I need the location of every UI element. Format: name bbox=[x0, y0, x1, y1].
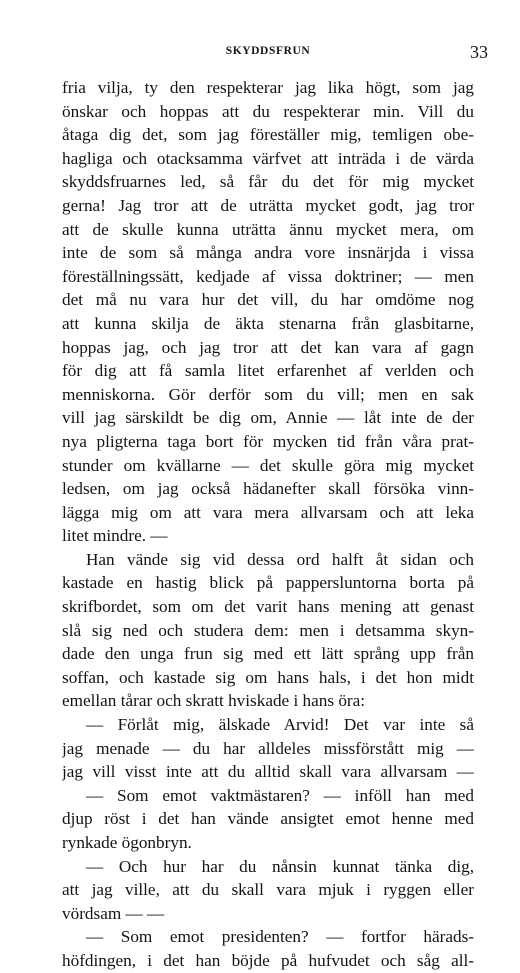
text-line: — Som emot vaktmästaren? — inföll han med bbox=[86, 785, 474, 805]
text-line: ledsen, om jag också hädanefter skall försöka vinn- bbox=[62, 479, 474, 499]
running-title: SKYDDSFRUN bbox=[225, 45, 311, 57]
text-line: vill jag särskildt be dig om, Annie — låt inte de der bbox=[62, 408, 474, 428]
text-line: skrifbordet, som om det varit hans mening att genast bbox=[62, 597, 474, 617]
text-line: att jag ville, att du skall vara mjuk i ryggen eller bbox=[62, 880, 474, 900]
text-line: inte de som så många andra vore insnärjda i vissa bbox=[62, 243, 474, 263]
text-line: att kunna skilja de äkta stenarna från glasbitarne, bbox=[62, 313, 474, 333]
text-line: jag vill visst inte att du alltid skall vara allvarsam — bbox=[62, 762, 474, 782]
text-line: slå sig ned och studera dem: men i detsamma skyn- bbox=[62, 620, 474, 640]
text-line: föreställningssätt, kedjade af vissa doktriner; — men bbox=[62, 266, 474, 286]
text-line: hoppas jag, och jag tror att det kan vara af gagn bbox=[62, 337, 474, 357]
text-line: åtaga dig det, som jag föreställer mig, temligen obe- bbox=[62, 125, 474, 145]
text-line: rynkade ögonbryn. bbox=[62, 833, 192, 852]
text-line: hagliga och otacksamma värfvet att inträda i de värda bbox=[62, 148, 474, 168]
text-line: jag menade — du har alldeles missförstått mig — bbox=[62, 738, 474, 758]
text-line: nya pligterna taga bort för mycken tid från våra prat- bbox=[62, 431, 474, 451]
text-line: kastade en hastig blick på pappersluntorna borta på bbox=[62, 573, 474, 593]
text-line: — Som emot presidenten? — fortfor härads- bbox=[86, 927, 474, 947]
text-line: — Förlåt mig, älskade Arvid! Det var inte så bbox=[86, 715, 474, 735]
text-line: vördsam — — bbox=[62, 903, 165, 923]
page-number: 33 bbox=[470, 42, 488, 62]
text-line: höfdingen, i det han böjde på hufvudet och såg all- bbox=[62, 950, 474, 970]
text-line: djup röst i det han vände ansigtet emot henne med bbox=[62, 809, 474, 829]
text-line: litet mindre. — bbox=[62, 526, 168, 546]
text-line: stunder om kvällarne — det skulle göra mig mycket bbox=[62, 455, 474, 475]
text-line: emellan tårar och skratt hviskade i hans öra: bbox=[62, 691, 366, 711]
running-head bbox=[48, 42, 488, 64]
text-line: dade den unga frun sig med ett lätt språng upp från bbox=[62, 644, 474, 664]
text-line: för dig att få samla litet erfarenhet af verlden och bbox=[62, 361, 474, 381]
body-text bbox=[62, 76, 474, 973]
text-line: önskar och hoppas att du respekterar min. Vill du bbox=[62, 101, 474, 121]
text-line: gerna! Jag tror att de uträtta mycket godt, jag tror bbox=[62, 195, 474, 215]
text-line: menniskorna. Gör derför som du vill; men en sak bbox=[62, 384, 474, 404]
text-line: skyddsfruarnes led, så får du det för mig mycket bbox=[62, 172, 474, 192]
text-line: att de skulle kunna uträtta ännu mycket mera, om bbox=[62, 219, 474, 239]
text-line: soffan, och kastade sig om hans hals, i det hon midt bbox=[62, 667, 474, 687]
text-line: Han vände sig vid dessa ord halft åt sidan och bbox=[86, 549, 474, 569]
text-line: fria vilja, ty den respekterar jag lika högt, som jag bbox=[62, 78, 474, 97]
text-line: det må nu vara hur det vill, du har omdöme nog bbox=[62, 290, 474, 310]
text-line: lägga mig om att vara mera allvarsam och att leka bbox=[62, 502, 474, 522]
text-line: — Och hur har du nånsin kunnat tänka dig, bbox=[86, 856, 474, 876]
